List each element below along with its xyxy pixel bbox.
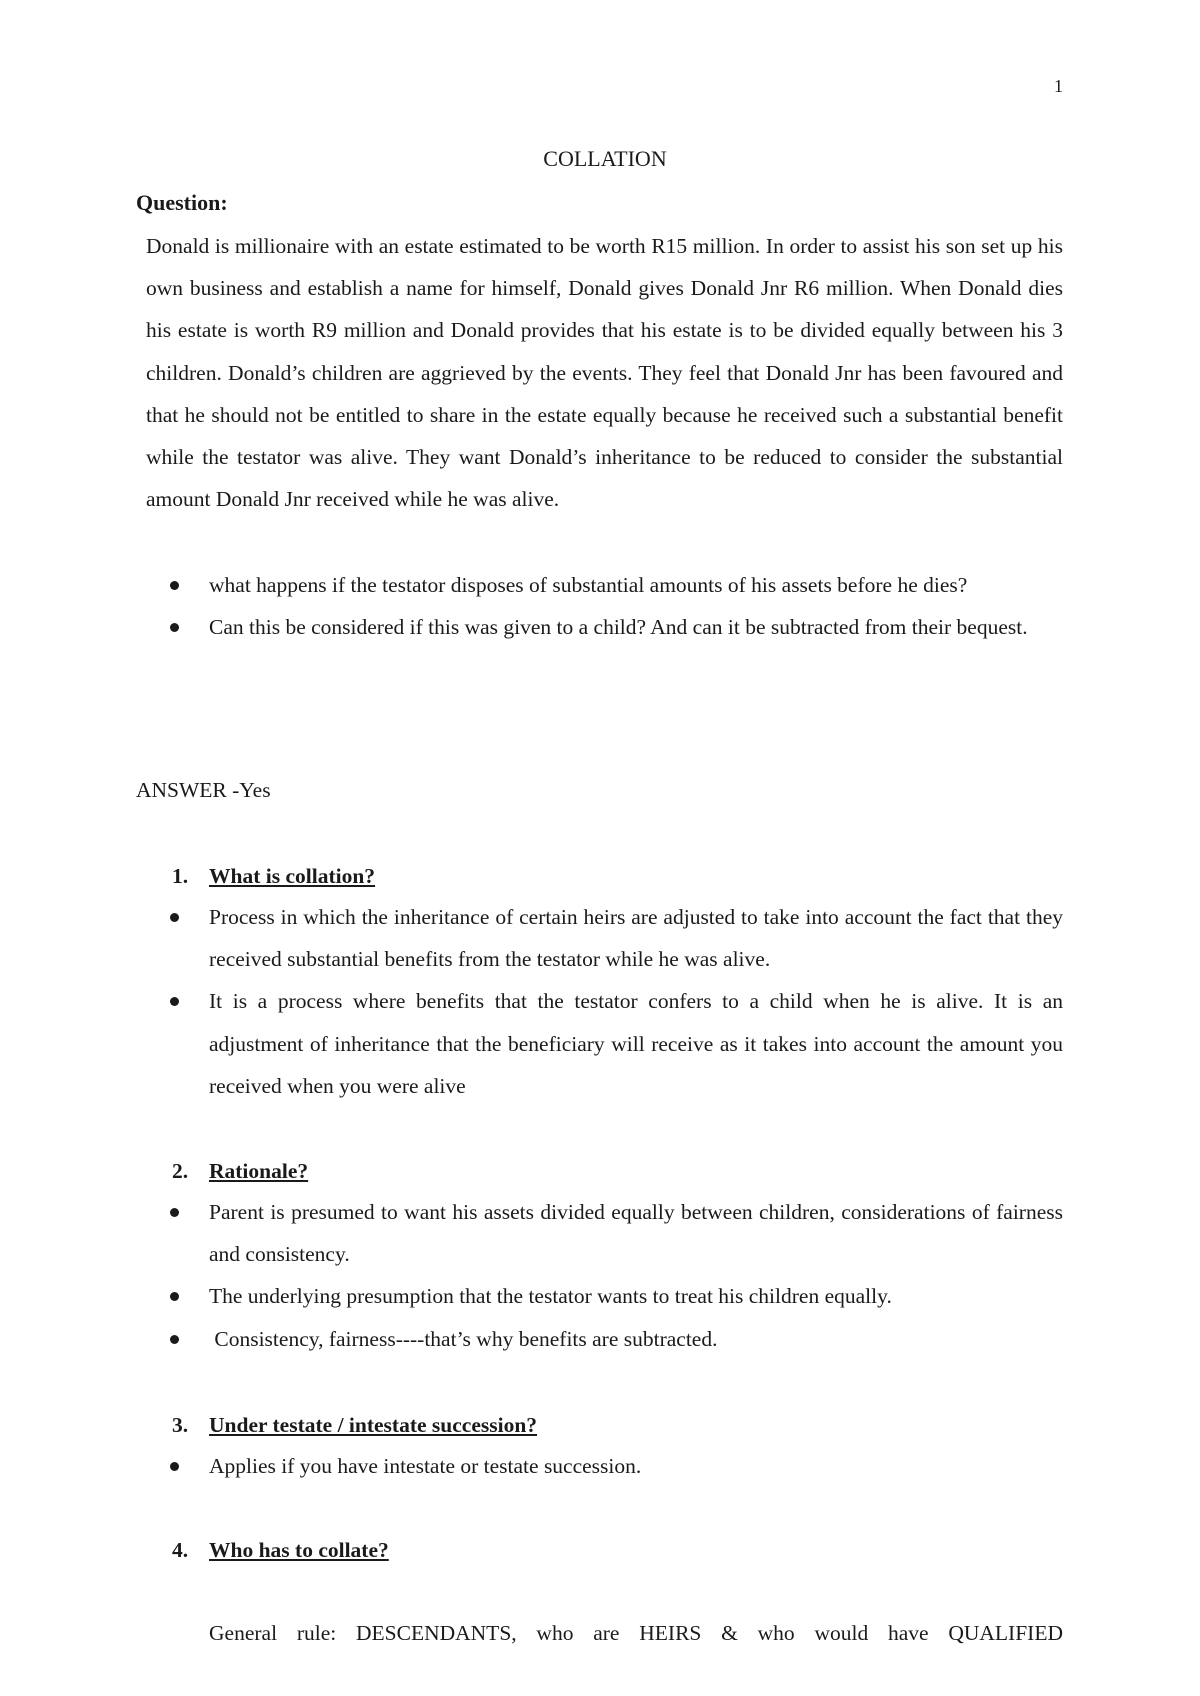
general-rule-text: General rule: DESCENDANTS, who are HEIRS & who would have QUALIFIED (209, 1621, 1063, 1645)
bullet-icon (170, 913, 179, 922)
answer-line: ANSWER -Yes (136, 778, 271, 802)
section-heading-text: Under testate / intestate succession? (209, 1413, 538, 1437)
list-item: Parent is presumed to want his assets divided equally between children, considerations of fairness and consistency. (0, 1191, 1063, 1275)
list-item: Can this be considered if this was given to a child? And can it be subtracted from their bequest. (0, 606, 1063, 648)
section-heading-rationale (172, 1159, 308, 1184)
section-heading-testate-intestate (172, 1413, 537, 1438)
section-heading-text: What is collation? (209, 864, 376, 888)
list-item: The underlying presumption that the testator wants to treat his children equally. (0, 1275, 1063, 1317)
section-heading-text: Who has to collate? (209, 1538, 389, 1562)
list-item: what happens if the testator disposes of substantial amounts of his assets before he dies? (0, 564, 1063, 606)
section-number: 2. (172, 1159, 189, 1183)
section-number: 4. (172, 1538, 189, 1562)
section-heading-what-is-collation (172, 864, 375, 889)
list-item: It is a process where benefits that the testator confers to a child when he is alive. It is an adjustment of inheritance that the beneficiary will receive as it takes into account the amount you received when you were alive (0, 980, 1063, 1107)
bullet-icon (170, 1335, 179, 1344)
question-body: Donald is millionaire with an estate estimated to be worth R15 million. In order to assist his son set up his own business and establish a name for himself, Donald gives Donald Jnr R6 million. When Donald dies his estate is worth R9 million and Donald provides that his estate is to be divided equally between his 3 children. Donald’s children are aggrieved by the events. They feel that Donald Jnr has been favoured and that he should not be entitled to share in the estate equally because he received such a substantial benefit while the testator was alive. They want Donald’s inheritance to be reduced to consider the substantial amount Donald Jnr received while he was alive. (146, 234, 1063, 512)
section-heading-who-has-to-collate (172, 1538, 389, 1563)
section-number: 3. (172, 1413, 189, 1437)
section-2-bullet-list (0, 1191, 1063, 1360)
list-item: Applies if you have intestate or testate succession. (0, 1445, 1063, 1487)
question-bullet-list (0, 564, 1063, 648)
section-3-bullet-list (0, 1445, 1063, 1487)
bullet-icon (170, 581, 179, 590)
list-item: Process in which the inheritance of certain heirs are adjusted to take into account the fact that they received substantial benefits from the testator while he was alive. (0, 896, 1063, 980)
bullet-icon (170, 1208, 179, 1217)
question-label: Question: (136, 190, 228, 215)
section-heading-text: Rationale? (209, 1159, 309, 1183)
page-number: 1 (1054, 76, 1063, 96)
bullet-icon (170, 1462, 179, 1471)
page-title: COLLATION (543, 146, 667, 171)
section-number: 1. (172, 864, 189, 888)
list-item: Consistency, fairness----that’s why benefits are subtracted. (0, 1318, 1063, 1360)
bullet-icon (170, 1292, 179, 1301)
bullet-icon (170, 623, 179, 632)
section-1-bullet-list (0, 896, 1063, 1107)
bullet-icon (170, 997, 179, 1006)
